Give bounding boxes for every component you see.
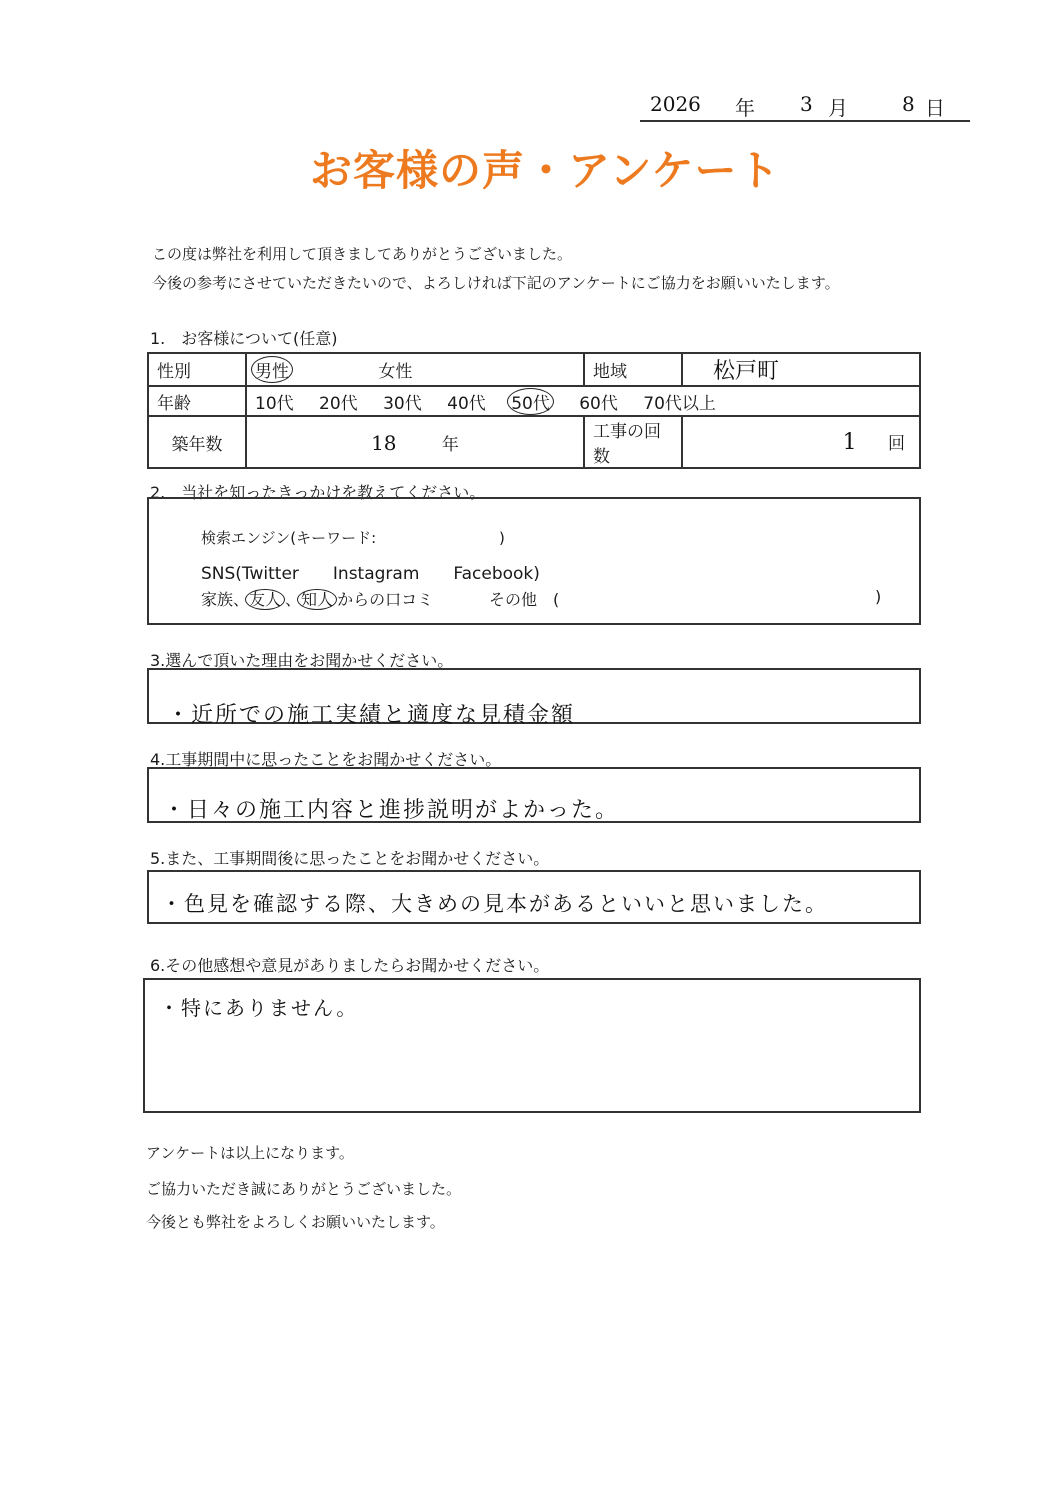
section3-label: 3.選んで頂いた理由をお聞かせください。 (150, 651, 454, 670)
family-option[interactable]: 家族、 (201, 590, 250, 609)
other-option[interactable]: その他 ( (489, 590, 560, 609)
region-value: 松戸町 (682, 353, 920, 386)
section6-answer-box[interactable] (143, 978, 921, 1113)
section3-answer-box[interactable] (147, 668, 921, 728)
gender-options (246, 353, 584, 386)
years-value: 18 (371, 430, 397, 455)
years-cell (246, 416, 584, 468)
age-label: 年齢 (148, 386, 246, 416)
section6-label: 6.その他感想や意見がありましたらお聞かせください。 (150, 956, 550, 975)
intro-line-2: 今後の参考にさせていただきたいので、よろしければ下記のアンケートにご協力をお願いいたします。 (152, 274, 840, 292)
date-year: 2026 (650, 92, 701, 116)
age-option-10s[interactable]: 10代 (255, 393, 294, 414)
years-unit: 年 (441, 434, 459, 455)
age-option-70s-plus[interactable]: 70代以上 (643, 393, 716, 414)
age-option-30s[interactable]: 30代 (383, 393, 422, 414)
closing-line-3: 今後とも弊社をよろしくお願いいたします。 (146, 1213, 445, 1231)
customer-info-table (147, 352, 921, 469)
search-engine-close: ) (498, 529, 505, 547)
date-month-unit: 月 (828, 96, 848, 120)
section3-answer: ・近所での施工実績と適度な見積金額 (167, 703, 576, 728)
comma-text: 、 (285, 590, 302, 609)
region-label: 地域 (584, 353, 682, 386)
works-value: 1 (842, 430, 857, 455)
works-label: 工事の回数 (584, 416, 682, 468)
date-day-unit: 日 (925, 96, 945, 120)
age-option-60s[interactable]: 60代 (579, 393, 618, 414)
search-engine-line (201, 527, 505, 548)
section6-answer: ・特にありません。 (159, 996, 359, 1020)
section5-answer: ・色見を確認する際、大きめの見本があるといいと思いました。 (161, 892, 828, 916)
sns-line[interactable]: SNS(Twitter Instagram Facebook) (201, 564, 540, 584)
section4-answer: ・日々の施工内容と進捗説明がよかった。 (163, 798, 620, 823)
age-option-50s[interactable]: 50代 (507, 388, 554, 415)
word-of-mouth-suffix: からの口コミ (337, 590, 434, 609)
section1-label: 1. お客様について(任意) (150, 329, 338, 348)
section2-box (147, 497, 921, 625)
works-cell (682, 416, 920, 468)
search-engine-label: 検索エンジン(キーワード: (201, 529, 377, 547)
age-option-20s[interactable]: 20代 (319, 393, 358, 414)
intro-line-1: この度は弊社を利用して頂きましてありがとうございました。 (152, 245, 573, 263)
date-month: 3 (800, 92, 813, 116)
gender-label: 性別 (148, 353, 246, 386)
years-label: 築年数 (148, 416, 246, 468)
gender-option-male[interactable]: 男性 (251, 356, 293, 383)
page-title: お客様の声・アンケート (310, 146, 781, 195)
date-day: 8 (902, 92, 915, 116)
section5-label: 5.また、工事期間後に思ったことをお聞かせください。 (150, 849, 550, 868)
section5-answer-box[interactable] (147, 870, 921, 924)
age-option-40s[interactable]: 40代 (447, 393, 486, 414)
closing-line-2: ご協力いただき誠にありがとうございました。 (146, 1180, 462, 1198)
acquaintance-option[interactable]: 知人 (297, 589, 337, 610)
age-options (246, 386, 920, 416)
word-of-mouth-line (201, 587, 433, 610)
other-close-paren: ) (875, 587, 882, 606)
closing-line-1: アンケートは以上になります。 (146, 1144, 354, 1162)
gender-option-female[interactable]: 女性 (378, 362, 413, 382)
friend-option[interactable]: 友人 (245, 589, 285, 610)
section4-answer-box[interactable] (147, 767, 921, 823)
section4-label: 4.工事期間中に思ったことをお聞かせください。 (150, 750, 502, 769)
works-unit: 回 (888, 434, 905, 454)
section2-label: 2. 当社を知ったきっかけを教えてください。 (150, 483, 486, 502)
date-year-unit: 年 (735, 96, 755, 120)
